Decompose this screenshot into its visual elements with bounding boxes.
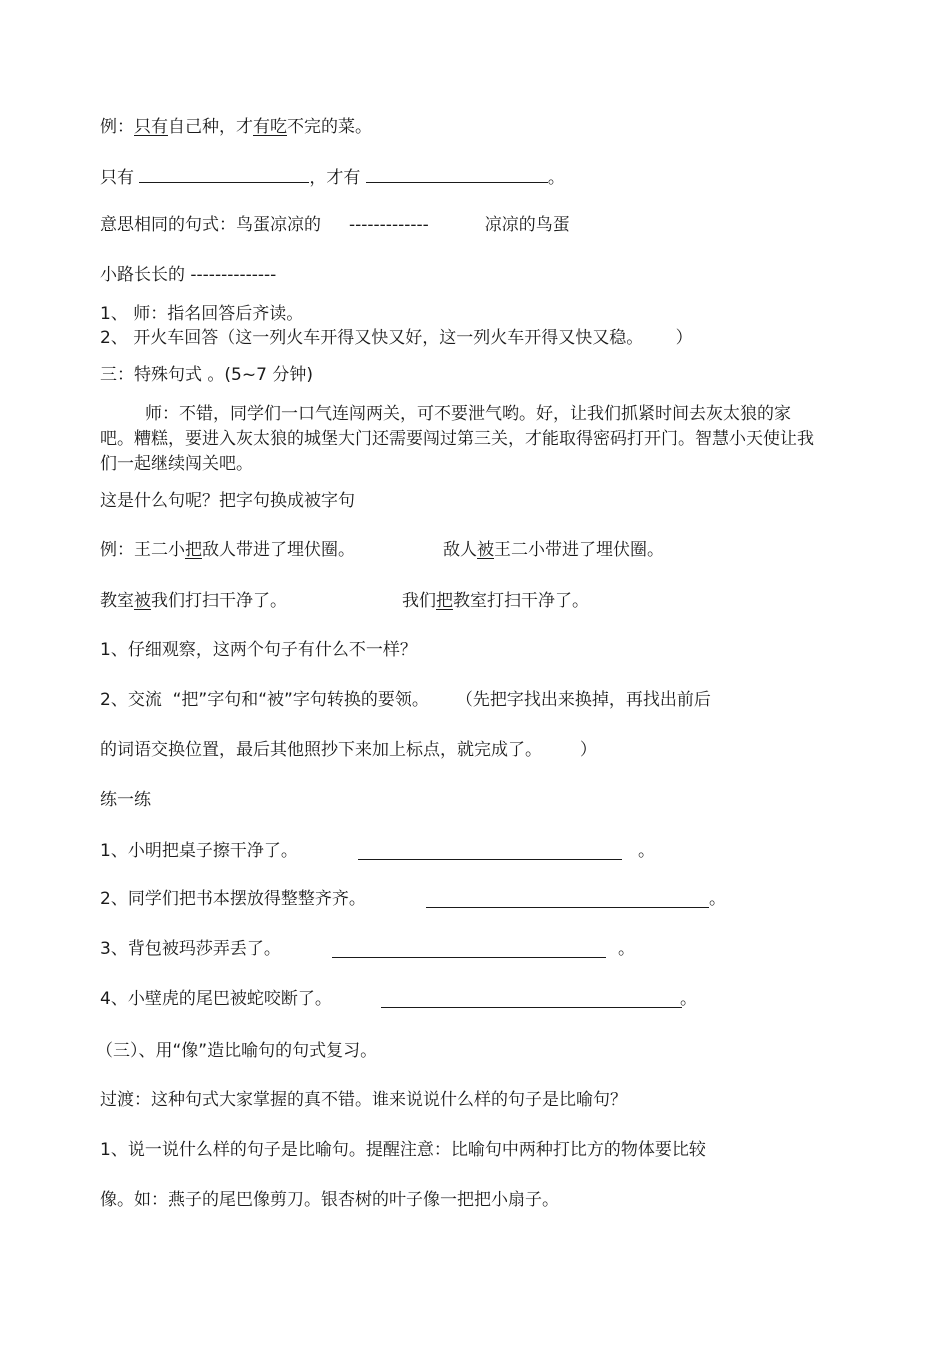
example-sentence-3 bbox=[100, 590, 589, 612]
practice-item-3 bbox=[100, 938, 635, 960]
sentence-fragment: 自己种， bbox=[168, 117, 236, 137]
practice-item-1 bbox=[100, 840, 655, 862]
section-3-title: 三：特殊句式 。(5~7 分钟) bbox=[100, 365, 313, 385]
dash-separator: ------------- bbox=[349, 215, 429, 235]
sentence-fragment: 王二小带进了埋伏圈。 bbox=[494, 540, 664, 560]
sentence-end-mark: 。 bbox=[680, 989, 697, 1009]
answer-blank[interactable] bbox=[366, 166, 548, 183]
fill-in-sentence-1 bbox=[100, 166, 565, 189]
exchange-line-1: 2、交流 “把”字句和“被”字句转换的要领。 （先把字找出来换掉，再找出前后 bbox=[100, 690, 711, 710]
example-sentence-1 bbox=[100, 116, 372, 138]
answer-blank[interactable] bbox=[332, 941, 606, 958]
answer-blank[interactable] bbox=[139, 166, 309, 183]
sentence-fragment: 教室 bbox=[100, 591, 134, 611]
question-line: 这是什么句呢？把字句换成被字句 bbox=[100, 491, 355, 511]
observe-line: 1、仔细观察，这两个句子有什么不一样？ bbox=[100, 640, 417, 660]
sentence-end-mark: 。 bbox=[618, 939, 635, 959]
practice-sentence: 1、小明把桌子擦干净了。 bbox=[100, 841, 298, 861]
exchange-line-2: 的词语交换位置，最后其他照抄下来加上标点，就完成了。 ） bbox=[100, 740, 597, 760]
example-sentence-2 bbox=[100, 539, 664, 561]
sentence-end-mark: 。 bbox=[709, 889, 726, 909]
teacher-paragraph bbox=[100, 402, 820, 477]
simile-line-2: 像。如：燕子的尾巴像剪刀。银杏树的叶子像一把把小扇子。 bbox=[100, 1190, 559, 1210]
answer-blank[interactable] bbox=[381, 991, 682, 1008]
sentence-fragment: 只有 bbox=[100, 168, 134, 188]
sentence-fragment: 教室打扫干净了。 bbox=[453, 591, 589, 611]
step-2: 2、 开火车回答（这一列火车开得又快又好，这一列火车开得又快又稳。 ） bbox=[100, 328, 693, 348]
teacher-text: 师：不错，同学们一口气连闯两关，可不要泄气哟。好，让我们抓紧时间去灰太狼的家吧。糟糕，要进入灰太狼的城堡大门还需要闯过第三关，才能取得密码打开门。智慧小天使让我们一起继续闯关吧。 bbox=[100, 404, 814, 474]
sentence-fragment: 我们打扫干净了。 bbox=[151, 591, 287, 611]
transition-line: 过渡：这种句式大家掌握的真不错。谁来说说什么样的句子是比喻句？ bbox=[100, 1090, 627, 1110]
practice-item-2 bbox=[100, 888, 726, 910]
road-phrase: 小路长长的 bbox=[100, 265, 185, 285]
sentence-fragment: 才 bbox=[236, 117, 253, 137]
underlined-word: 只有 bbox=[134, 117, 168, 137]
sentence-fragment: ，才有 bbox=[309, 168, 361, 188]
practice-sentence: 2、同学们把书本摆放得整整齐齐。 bbox=[100, 889, 366, 909]
converted-sentence bbox=[402, 590, 589, 612]
underlined-word: 把 bbox=[185, 540, 202, 560]
step-1: 1、 师：指名回答后齐读。 bbox=[100, 304, 304, 324]
answer-blank[interactable] bbox=[358, 843, 622, 860]
same-meaning-row bbox=[100, 214, 570, 236]
sentence-fragment: 例：王二小 bbox=[100, 540, 185, 560]
simile-line-1: 1、说一说什么样的句子是比喻句。提醒注意：比喻句中两种打比方的物体要比较 bbox=[100, 1140, 706, 1160]
underlined-word: 把 bbox=[436, 591, 453, 611]
converted-sentence bbox=[443, 539, 664, 561]
practice-sentence: 3、背包被玛莎弄丢了。 bbox=[100, 939, 281, 959]
practice-title: 练一练 bbox=[100, 790, 151, 810]
sentence-fragment: 我们 bbox=[402, 591, 436, 611]
dash-separator: -------------- bbox=[190, 265, 277, 285]
underlined-word: 被 bbox=[477, 540, 494, 560]
same-meaning-label: 意思相同的句式：鸟蛋凉凉的 bbox=[100, 215, 321, 235]
underlined-word: 被 bbox=[134, 591, 151, 611]
simile-section-title: （三）、用“像”造比喻句的句式复习。 bbox=[96, 1041, 378, 1061]
same-meaning-answer: 凉凉的鸟蛋 bbox=[484, 215, 570, 235]
practice-item-4 bbox=[100, 988, 697, 1010]
sentence-fragment: 不完的菜。 bbox=[287, 117, 372, 137]
sentence-fragment: 。 bbox=[547, 168, 565, 188]
sentence-end-mark: 。 bbox=[638, 841, 655, 861]
example-label: 例： bbox=[100, 117, 134, 137]
answer-blank[interactable] bbox=[426, 891, 709, 908]
practice-sentence: 4、小壁虎的尾巴被蛇咬断了。 bbox=[100, 989, 332, 1009]
underlined-word: 有吃 bbox=[253, 117, 287, 137]
sentence-fragment: 敌人 bbox=[443, 540, 477, 560]
road-row bbox=[100, 264, 276, 286]
sentence-fragment: 敌人带进了埋伏圈。 bbox=[202, 540, 355, 560]
